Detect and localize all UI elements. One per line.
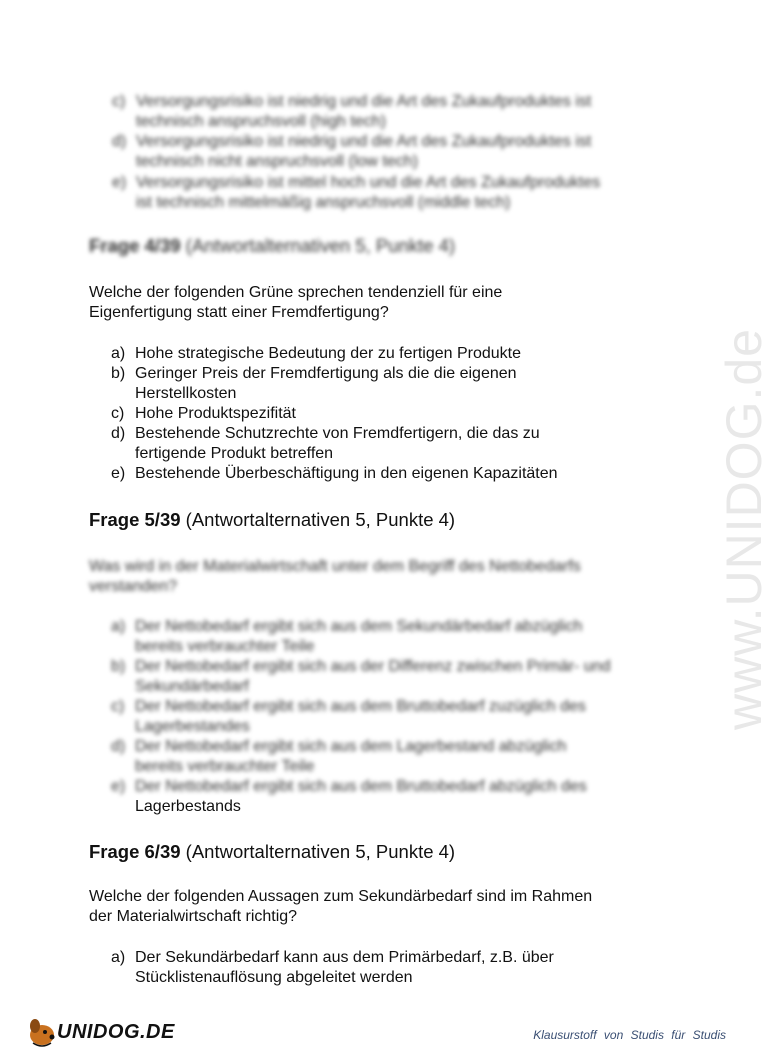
logo-text: UNIDOG.DE xyxy=(57,1021,175,1043)
dog-mascot-icon xyxy=(25,1015,59,1049)
question-4-text-line-1: Welche der folgenden Grüne sprechen tendenziell für eine xyxy=(89,284,503,301)
question-5-heading: Frage 5/39 (Antwortalternativen 5, Punkte 4) xyxy=(89,509,456,530)
question-4-heading: Frage 4/39 (Antwortalternativen 5, Punkte 4) xyxy=(89,235,456,256)
question-4-text-line-2: Eigenfertigung statt einer Fremdfertigung? xyxy=(89,304,389,321)
question-5-text-line-1: Was wird in der Materialwirtschaft unter dem Begriff des Nettobedarfs xyxy=(89,558,581,575)
question-6-heading: Frage 6/39 (Antwortalternativen 5, Punkte 4) xyxy=(89,841,456,862)
unidog-logo xyxy=(25,1015,175,1050)
question-5-option-e-continuation: Lagerbestands xyxy=(135,798,241,815)
question-5-text-line-2: verstanden? xyxy=(89,578,178,595)
footer-tagline: Klausurstoff von Studis für Studis xyxy=(533,1028,726,1042)
document-page: www.UNIDOG.de c) Versorgungsrisiko ist niedrig und die Art des Zukaufproduktes ist technisch anspruchsvoll (high tech) d) Versorgungsrisiko ist niedrig und die Art des Zukaufproduktes ist technisch nicht anspruchsvoll (low tech) e) Versorgungsrisiko ist mittel hoch und die Art des Zukaufproduktes ist technisch mittelmäßig anspruchsvoll (middle tech) Frage 4/39 (Antwortalternativen 5, Punkte 4) Welche der folgenden Grüne sprechen tendenziell für eine Eigenfertigung statt einer Fremdfertigung? a) Hohe strategische Bedeutung der zu fertigen Produkte b) Geringer Preis der Fremdfertigung als die die eigenen Herstellkosten c) Hohe Produktspezifität d) Bestehende Schutzrechte von Fremdfertigern, die das zu fertigende Produkt betreffen e) Bestehende Überbeschäftigung in den eigenen Kapazitäten Frage 5/39 (Antwortalternativen 5, Punkte 4) Was wird in der Materialwirtschaft unter dem Begriff des Nettobedarfs verstanden? a) Der Nettobedarf ergibt sich aus dem Sekundärbedarf abzüglich bereits verbrauchter Teile b) Der Nettobedarf ergibt sich aus der Differenz zwischen Primär- und Sekundärbedarf c) Der Nettobedarf ergibt sich aus dem Bruttobedarf zuzüglich des Lagerbestandes d) Der Nettobedarf ergibt sich aus dem Lagerbestand abzüglich bereits verbrauchter Teile e) Der Nettobedarf ergibt sich aus dem Bruttobedarf abzüglich des Lagerbestands Frage 6/39 (Antwortalternativen 5, Punkte 4) Welche der folgenden Aussagen zum Sekundärbedarf sind im Rahmen der Materialwirtschaft richtig? a) Der Sekundärbedarf kann aus dem Primärbedarf, z.B. über Stücklistenauflösung abgeleitet werden UNIDOG.DE Klausurstoff von Studis für Studis xyxy=(0,0,750,1059)
watermark: www.UNIDOG.de xyxy=(716,328,772,730)
question-6-text-line-1: Welche der folgenden Aussagen zum Sekundärbedarf sind im Rahmen xyxy=(89,888,593,905)
question-6-text-line-2: der Materialwirtschaft richtig? xyxy=(89,908,298,925)
